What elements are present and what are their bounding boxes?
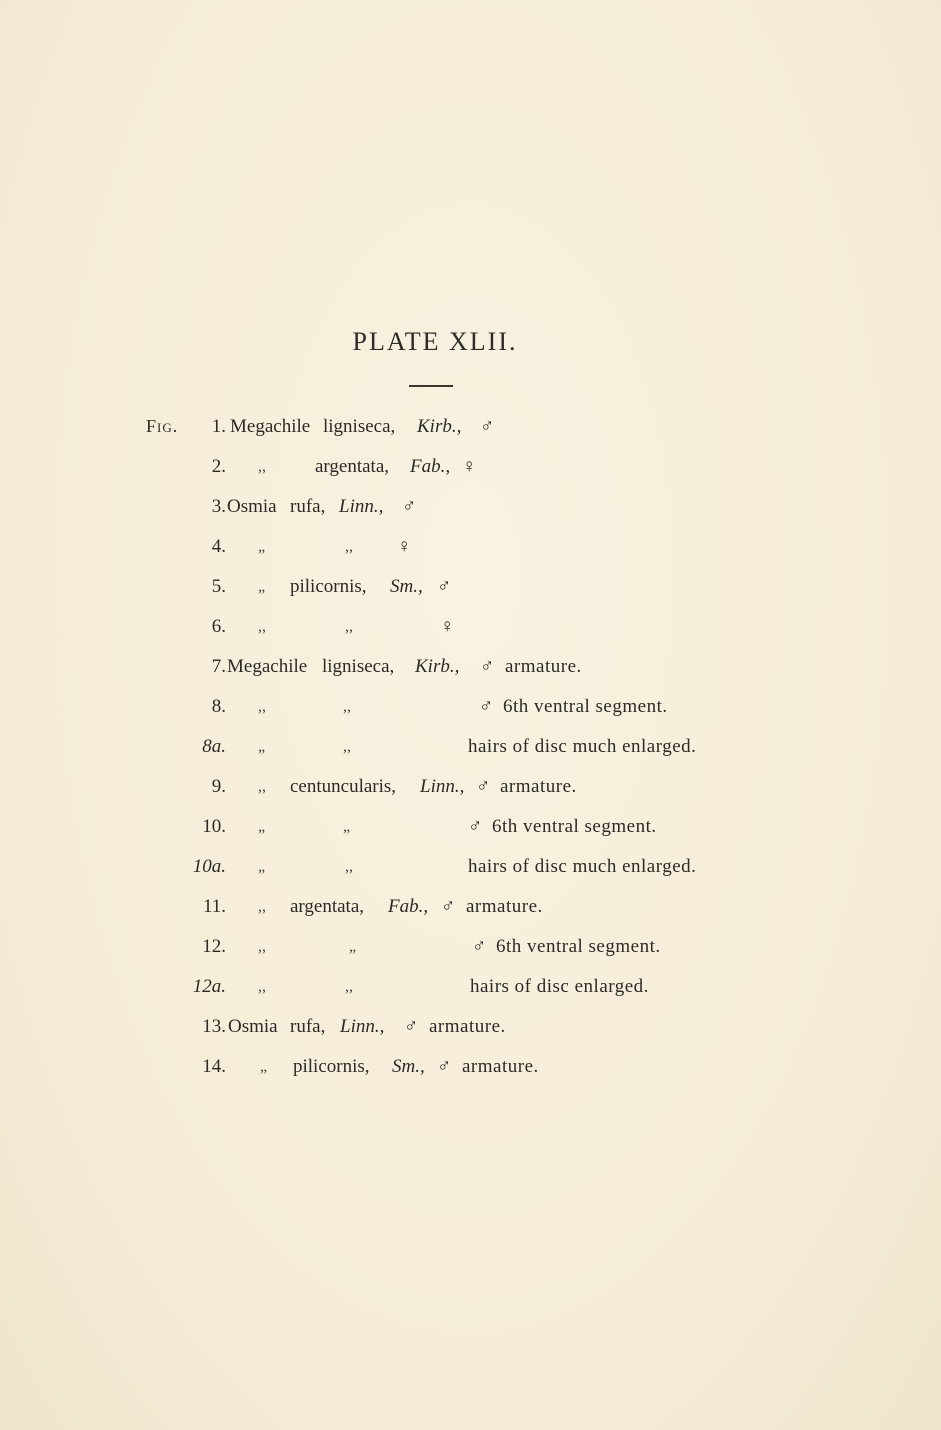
description: armature.: [505, 656, 582, 677]
ditto-mark: ,,: [345, 618, 353, 635]
description: 6th ventral segment.: [492, 816, 657, 837]
figure-number: 4.: [211, 536, 226, 557]
species: argentata,: [290, 896, 365, 917]
author: Fab.,: [388, 896, 429, 917]
ditto-mark: ,,: [258, 778, 266, 795]
list-item: [0, 652, 941, 682]
ditto-mark: ,,: [258, 698, 266, 715]
figure-number: 11.: [202, 896, 226, 917]
sex-symbol: ♂: [476, 776, 491, 797]
description: armature.: [466, 896, 543, 917]
list-item: [0, 892, 941, 922]
ditto-mark: „: [349, 938, 357, 955]
ditto-mark: ,,: [258, 618, 266, 635]
plate-title: PLATE XLII.: [352, 327, 518, 356]
sex-symbol: ♂: [402, 496, 417, 517]
species: argentata,: [315, 456, 390, 477]
description: hairs of disc much enlarged.: [468, 736, 697, 757]
figure-number: 3.: [211, 496, 226, 517]
sex-symbol: ♂: [480, 656, 495, 677]
fig-label: Fig.: [146, 416, 179, 436]
sex-symbol: ♂: [441, 896, 456, 917]
sex-symbol: ♂: [480, 416, 495, 437]
ditto-mark: „: [258, 858, 266, 875]
species: rufa,: [290, 496, 326, 517]
sex-symbol: ♂: [437, 1056, 452, 1077]
figure-number: 12.: [202, 936, 226, 957]
figure-number: 7.: [211, 656, 226, 677]
sex-symbol: ♂: [479, 696, 494, 717]
figure-number: 1.: [211, 416, 226, 437]
description: 6th ventral segment.: [503, 696, 668, 717]
figure-number: 2.: [211, 456, 226, 477]
list-item: [0, 692, 941, 722]
ditto-mark: ,,: [345, 538, 353, 555]
list-item: [0, 972, 941, 1002]
list-item: [0, 772, 941, 802]
list-item: [0, 932, 941, 962]
list-item: [0, 732, 941, 762]
list-item: [0, 1052, 941, 1082]
list-item: [0, 532, 941, 562]
description: hairs of disc much enlarged.: [468, 856, 697, 877]
list-item: [0, 572, 941, 602]
author: Linn.,: [340, 1016, 385, 1037]
genus: Megachile: [230, 416, 311, 437]
figure-number: 8a.: [202, 736, 226, 757]
figure-number: 8.: [211, 696, 226, 717]
species: ligniseca,: [322, 656, 395, 677]
sex-symbol: ♀: [462, 456, 477, 477]
figure-number: 12a.: [192, 976, 226, 997]
ditto-mark: „: [258, 538, 266, 555]
list-item: [0, 852, 941, 882]
sex-symbol: ♂: [437, 576, 452, 597]
figure-number: 14.: [202, 1056, 226, 1077]
author: Fab.,: [410, 456, 451, 477]
figure-number: 9.: [211, 776, 226, 797]
description: armature.: [429, 1016, 506, 1037]
author: Linn.,: [339, 496, 384, 517]
sex-symbol: ♀: [440, 616, 455, 637]
species: pilicornis,: [290, 576, 367, 597]
list-item: [0, 452, 941, 482]
ditto-mark: ,,: [258, 458, 266, 475]
genus: Osmia: [228, 1016, 278, 1037]
sex-symbol: ♂: [472, 936, 487, 957]
list-item: [0, 492, 941, 522]
description: armature.: [462, 1056, 539, 1077]
sex-symbol: ♂: [468, 816, 483, 837]
description: armature.: [500, 776, 577, 797]
ditto-mark: ,,: [258, 938, 266, 955]
ditto-mark: „: [258, 738, 266, 755]
ditto-mark: „: [260, 1058, 268, 1075]
species: ligniseca,: [323, 416, 396, 437]
sex-symbol: ♂: [404, 1016, 419, 1037]
ditto-mark: ,,: [258, 978, 266, 995]
ditto-mark: ,,: [345, 978, 353, 995]
list-item: [0, 1012, 941, 1042]
description: 6th ventral segment.: [496, 936, 661, 957]
author: Kirb.,: [417, 416, 462, 437]
figure-number: 10.: [202, 816, 226, 837]
author: Sm.,: [392, 1056, 425, 1077]
ditto-mark: „: [258, 818, 266, 835]
genus: Megachile: [227, 656, 308, 677]
sex-symbol: ♀: [397, 536, 412, 557]
figure-number: 10a.: [192, 856, 226, 877]
author: Kirb.,: [415, 656, 460, 677]
ditto-mark: „: [343, 818, 351, 835]
ditto-mark: ,,: [343, 698, 351, 715]
figure-number: 6.: [211, 616, 226, 637]
species: centuncularis,: [290, 776, 397, 797]
species: rufa,: [290, 1016, 326, 1037]
list-item: [0, 612, 941, 642]
ditto-mark: ,,: [343, 738, 351, 755]
list-item: [0, 412, 941, 442]
author: Linn.,: [420, 776, 465, 797]
figure-number: 13.: [202, 1016, 226, 1037]
figure-number: 5.: [211, 576, 226, 597]
author: Sm.,: [390, 576, 423, 597]
list-item: [0, 812, 941, 842]
genus: Osmia: [227, 496, 277, 517]
description: hairs of disc enlarged.: [470, 976, 649, 997]
ditto-mark: ,,: [345, 858, 353, 875]
ditto-mark: „: [258, 578, 266, 595]
title-rule: [409, 385, 453, 387]
ditto-mark: ,,: [258, 898, 266, 915]
species: pilicornis,: [293, 1056, 370, 1077]
